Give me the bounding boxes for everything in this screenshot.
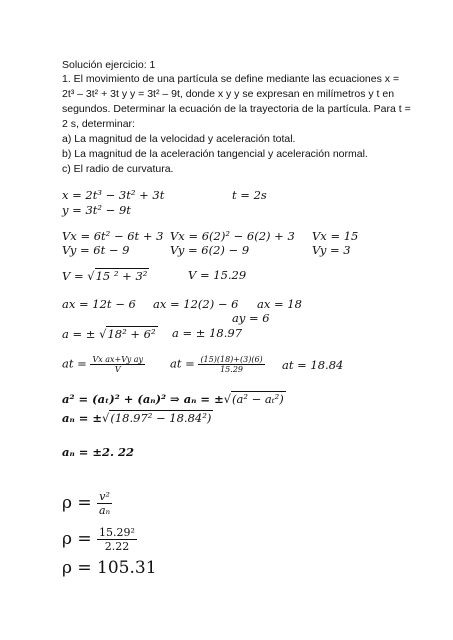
vy-result: Vy = 3: [312, 243, 351, 257]
at-denominator: V: [114, 365, 121, 374]
a-prefix: a = ±: [62, 327, 100, 341]
ax-substitution: ax = 12(2) − 6: [153, 297, 239, 311]
problem-line-4: 2 s, determinar:: [62, 118, 135, 130]
at-result: at = 18.84: [282, 358, 344, 372]
rho-fraction: [97, 490, 112, 517]
rho-result: ρ = 105.31: [62, 558, 157, 578]
a-magnitude-equation: [62, 326, 158, 341]
sqrt-icon: √: [99, 327, 107, 341]
an-relation-right: aₙ = ±: [183, 392, 224, 406]
vy-equation: Vy = 6t − 9: [62, 243, 130, 257]
at-substitution: [170, 355, 265, 374]
at-denominator-2: 15.29: [220, 365, 243, 374]
problem-line-3: segundos. Determinar la ecuación de la trayectoria de la partícula. Para t =: [62, 103, 411, 115]
an-relation-left: a² = (aₜ)² + (aₙ)² ⇒: [62, 392, 184, 406]
vx-equation: Vx = 6t² − 6t + 3: [62, 229, 164, 243]
problem-line-2: 2t³ – 3t² + 3t y y = 3t² – 9t, donde x y y se expresan en milímetros y t en: [62, 88, 395, 100]
v-result: V = 15.29: [188, 268, 247, 282]
exercise-header: Solución ejercicio: 1: [62, 59, 156, 71]
rho-prefix-2: ρ =: [62, 529, 98, 549]
time-value: t = 2s: [232, 188, 267, 202]
an-relation: [62, 391, 286, 406]
y-equation: y = 3t² − 9t: [62, 203, 131, 217]
at-fraction: [90, 355, 145, 374]
sqrt-icon: √: [102, 411, 110, 425]
rho-fraction-2: [97, 526, 137, 553]
rho-denominator-2: 2.22: [104, 540, 130, 553]
ax-result: ax = 18: [257, 297, 302, 311]
v-magnitude-equation: [62, 268, 149, 283]
rho-substitution: [62, 526, 137, 553]
x-equation: x = 2t³ − 3t² + 3t: [62, 188, 165, 202]
rho-formula: [62, 490, 112, 517]
sqrt-icon: √: [87, 269, 95, 283]
an-substitution: [62, 410, 213, 425]
at-prefix-2: at =: [170, 356, 199, 371]
ay-result: ay = 6: [232, 311, 270, 325]
rho-prefix: ρ =: [62, 493, 98, 513]
problem-line-1: 1. El movimiento de una partícula se define mediante las ecuaciones x =: [62, 73, 400, 85]
problem-line-5: a) La magnitud de la velocidad y aceleración total.: [62, 133, 296, 145]
an-substitution-radicand: (18.97² − 18.84²): [110, 411, 212, 425]
v-prefix: V =: [62, 269, 88, 283]
an-result: aₙ = ±2. 22: [62, 445, 135, 459]
ax-equation: ax = 12t − 6: [62, 297, 136, 311]
at-numerator-2: (15)(18)+(3)(6): [200, 355, 263, 364]
rho-numerator: v²: [97, 490, 112, 504]
an-relation-radicand: (a² − aₜ²): [232, 392, 284, 406]
vx-result: Vx = 15: [312, 229, 359, 243]
at-numerator: Vx ax+Vy ay: [92, 355, 144, 364]
vy-substitution: Vy = 6(2) − 9: [170, 243, 250, 257]
sqrt-icon: √: [223, 392, 232, 406]
at-formula: [62, 355, 145, 374]
a-result: a = ± 18.97: [172, 326, 243, 340]
problem-line-7: c) El radio de curvatura.: [62, 163, 174, 175]
problem-line-6: b) La magnitud de la aceleración tangencial y aceleración normal.: [62, 148, 368, 160]
v-radicand: 15 ² + 3²: [95, 269, 148, 283]
vx-substitution: Vx = 6(2)² − 6(2) + 3: [170, 229, 295, 243]
at-prefix: at =: [62, 356, 91, 371]
at-fraction-2: [198, 355, 264, 374]
rho-numerator-2: 15.29²: [99, 526, 135, 539]
an-substitution-left: aₙ = ±: [62, 411, 102, 425]
a-radicand: 18² + 6²: [107, 327, 156, 341]
rho-denominator: aₙ: [99, 504, 111, 517]
